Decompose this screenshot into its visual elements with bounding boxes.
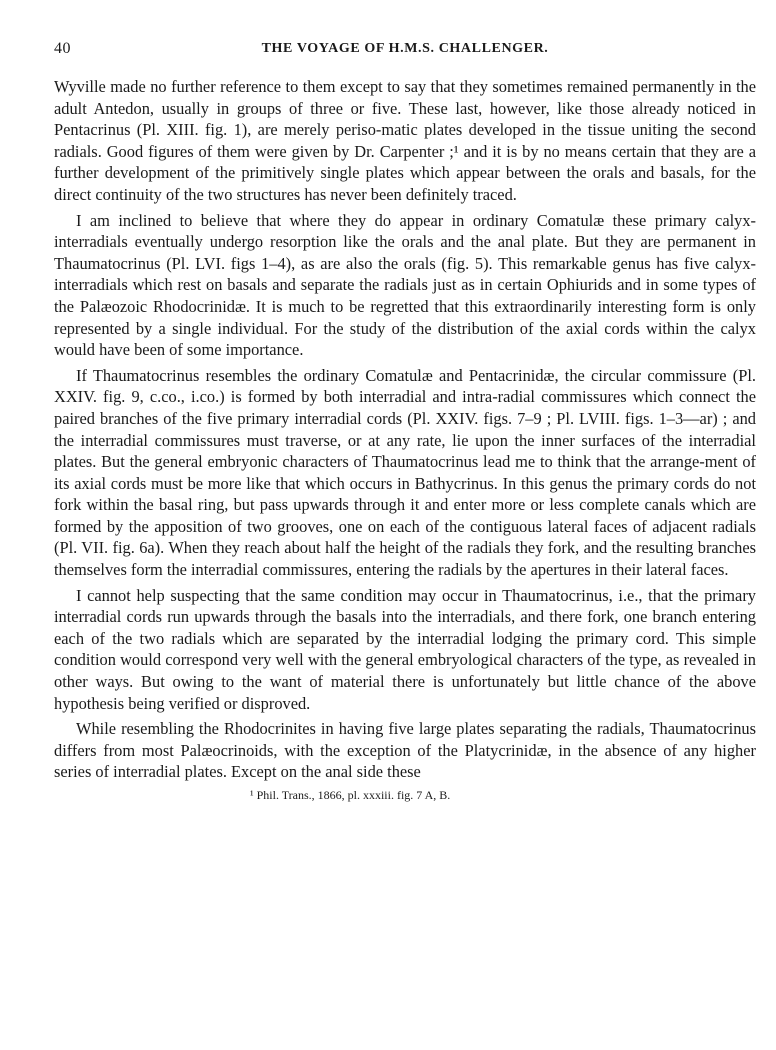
- paragraph-1: Wyville made no further reference to them except to say that they sometimes remained permanently in the adult Antedon, usually in groups of three or five. These last, however, like those already noticed in Pentacrinus (Pl. XIII. fig. 1), are merely periso-matic plates developed in the tissue uniting the second radials. Good figures of them were given by Dr. Carpenter ;¹ and it is by no means certain that they are a further development of the primitively single plates which appear between the orals and basals, for the direct continuity of the two structures has never been definitely traced.: [54, 77, 756, 204]
- document-page: [54, 40, 756, 803]
- paragraph-5: While resembling the Rhodocrinites in having five large plates separating the radials, Thaumatocrinus differs from most Palæocrinoids, with the exception of the Platycrinidæ, in the absence of any higher series of interradial plates. Except on the anal side these: [54, 719, 756, 782]
- page-header: [54, 40, 756, 64]
- running-title: THE VOYAGE OF H.M.S. CHALLENGER.: [261, 41, 549, 56]
- page-number: 40: [54, 40, 71, 57]
- footnote: ¹ Phil. Trans., 1866, pl. xxxiii. fig. 7 A, B.: [250, 788, 451, 802]
- paragraph-3: If Thaumatocrinus resembles the ordinary Comatulæ and Pentacrinidæ, the circular commissure (Pl. XXIV. fig. 9, c.co., i.co.) is formed by both interradial and intra-radial commissures which connect the paired branches of the five primary interradial cords (Pl. XXIV. figs. 7–9 ; Pl. LVIII. figs. 1–3—ar) ; and the interradial commissures must traverse, or at any rate, lie upon the inner surfaces of the interradial plates. But the general embryonic characters of Thaumatocrinus lead me to think that the arrange-ment of its axial cords must be more like that which occurs in Bathycrinus. In this genus the primary cords do not fork within the basal ring, but pass upwards through it and enter more or less complete canals which are formed by the apposition of two grooves, one on each of the contiguous lateral faces of adjacent radials (Pl. VII. fig. 6a). When they reach about half the height of the radials they fork, and the resulting branches themselves form the interradial commissures, entering the radials by the apertures in their lateral faces.: [54, 365, 756, 580]
- body-text: [54, 76, 756, 783]
- paragraph-4: I cannot help suspecting that the same condition may occur in Thaumatocrinus, i.e., that the primary interradial cords run upwards through the basals into the interradials, and there fork, one branch entering each of the two radials which are separated by the interradial lodging the primary cord. This simple condition would correspond very well with the general embryological characters of the type, as revealed in other ways. But owing to the want of material there is unfortunately but little chance of the above hypothesis being verified or disproved.: [54, 585, 756, 713]
- paragraph-2: I am inclined to believe that where they do appear in ordinary Comatulæ these primary calyx-interradials eventually undergo resorption like the orals and the anal plate. But they are permanent in Thaumatocrinus (Pl. LVI. figs 1–4), as are also the orals (fig. 5). This remarkable genus has five calyx-interradials which rest on basals and separate the radials just as in certain Ophiurids and in some types of the Palæozoic Rhodocrinidæ. It is much to be regretted that this extraordinarily interesting form is only represented by a single individual. For the study of the distribution of the axial cords within the calyx would have been of some importance.: [54, 210, 756, 360]
